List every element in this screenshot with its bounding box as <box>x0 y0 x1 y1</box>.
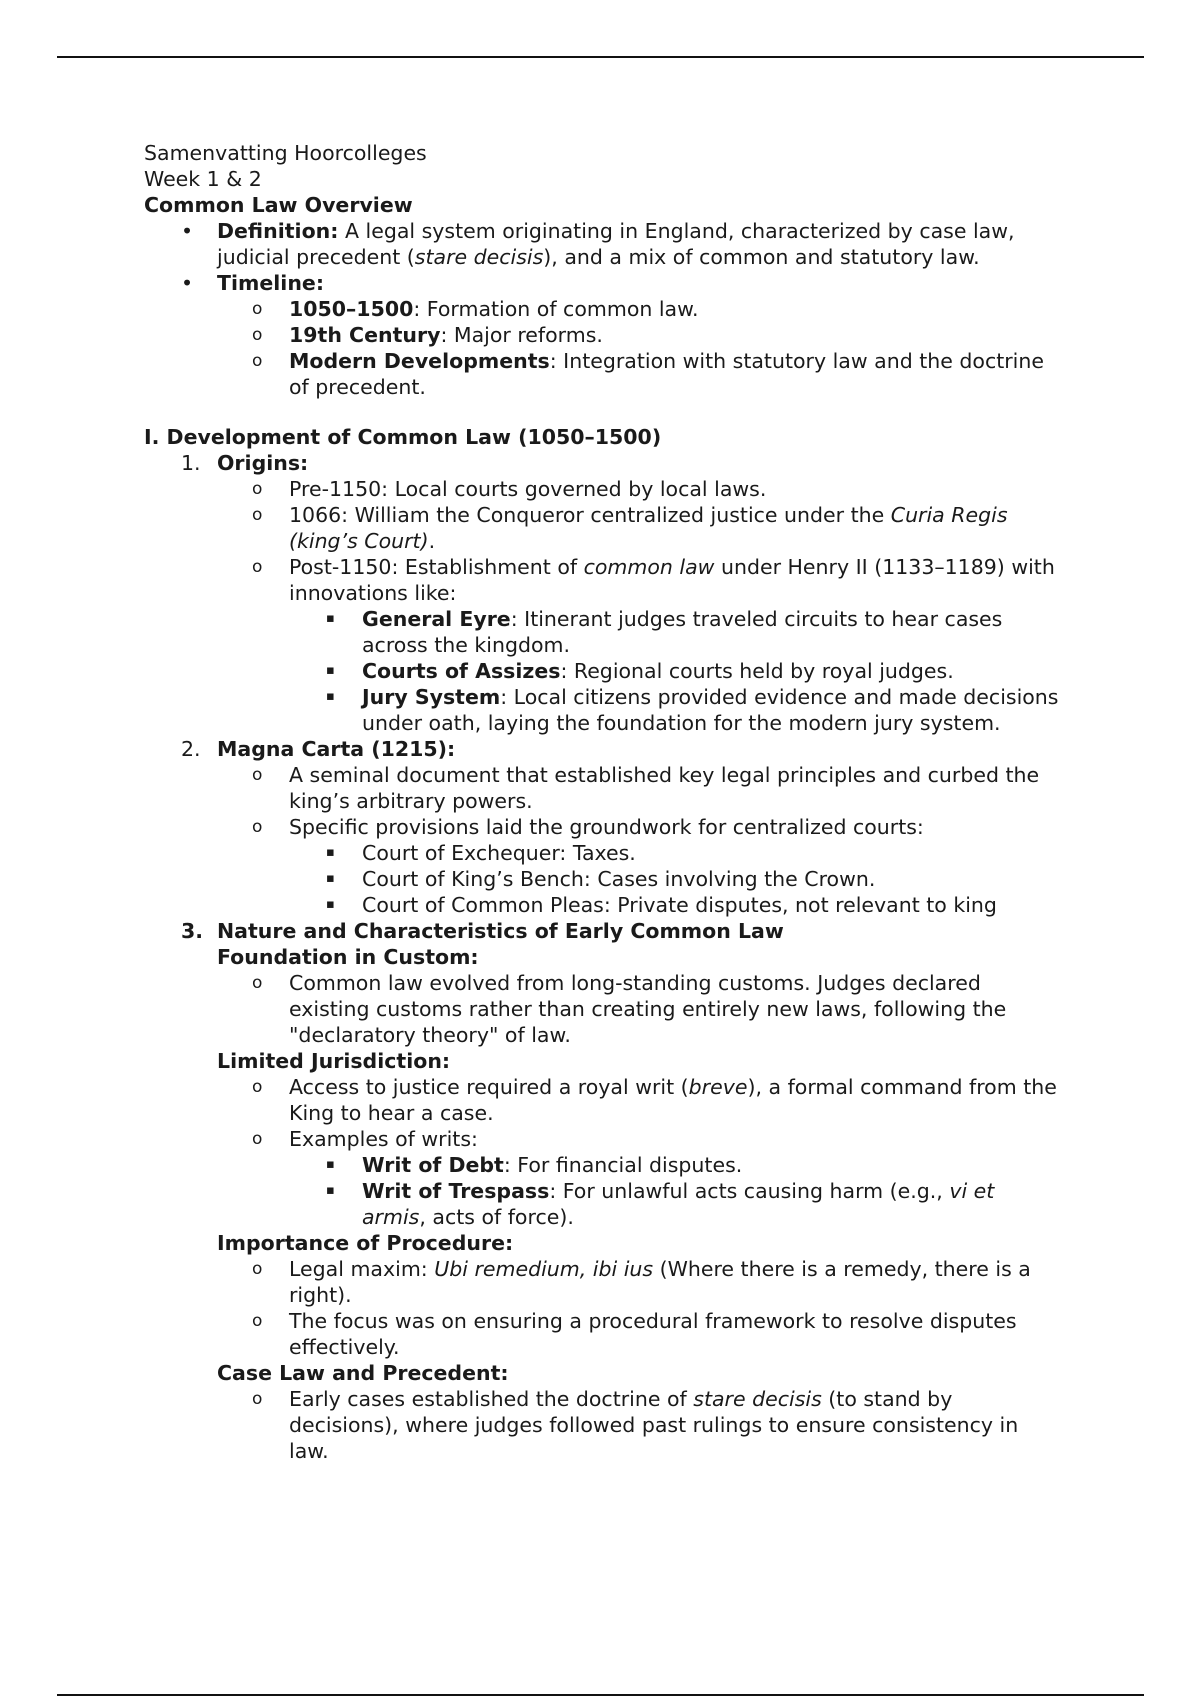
square-marker: ▪ <box>326 1183 335 1198</box>
origins-entry <box>252 502 1064 554</box>
square-marker: ▪ <box>326 897 335 912</box>
innovation-entry <box>326 658 1064 684</box>
timeline-period: 19th Century <box>289 323 441 347</box>
innovation-name: Courts of Assizes <box>362 659 561 683</box>
case-law-subheading: Case Law and Precedent: <box>217 1361 509 1385</box>
nature-item <box>181 918 1064 944</box>
case-law-text: Early cases established the doctrine of <box>289 1387 694 1411</box>
writ-desc: : For unlawful acts causing harm (e.g., <box>549 1179 950 1203</box>
timeline-desc: : Integration with statutory law and the doctrine of precedent. <box>289 349 1044 399</box>
circle-marker: o <box>252 765 263 785</box>
circle-marker: o <box>252 1259 263 1279</box>
circle-marker: o <box>252 817 263 837</box>
timeline-item <box>181 270 1064 296</box>
circle-marker: o <box>252 299 263 319</box>
court-entry <box>326 840 1064 866</box>
jurisdiction-text-end: ), a formal command from the King to hear a case. <box>289 1075 1057 1125</box>
jurisdiction-subheading: Limited Jurisdiction: <box>217 1049 451 1073</box>
square-marker: ▪ <box>326 845 335 860</box>
section-heading: I. Development of Common Law (1050–1500) <box>144 425 662 449</box>
magna-label: Magna Carta (1215): <box>217 737 456 761</box>
definition-text-end: ), and a mix of common and statutory law. <box>543 245 980 269</box>
list-number: 3. <box>181 919 204 943</box>
case-law-italic: stare decisis <box>693 1387 822 1411</box>
procedure-italic: Ubi remedium, ibi ius <box>434 1257 654 1281</box>
square-marker: ▪ <box>326 663 335 678</box>
court-text: Court of Common Pleas: Private disputes, not relevant to king <box>362 893 997 917</box>
writ-italic: vi et armis <box>362 1179 995 1229</box>
circle-marker: o <box>252 325 263 345</box>
writs-intro: Examples of writs: <box>289 1127 478 1151</box>
custom-text: Common law evolved from long-standing customs. Judges declared existing customs rather than creating entirely new laws, following the "declaratory theory" of law. <box>289 971 1007 1047</box>
writ-entry <box>326 1178 1064 1230</box>
writs-entry <box>252 1126 1064 1152</box>
court-text: Court of King’s Bench: Cases involving the Crown. <box>362 867 876 891</box>
square-marker: ▪ <box>326 611 335 626</box>
origins-item <box>181 450 1064 476</box>
origins-label: Origins: <box>217 451 309 475</box>
doc-title: Samenvatting Hoorcolleges <box>144 141 427 165</box>
procedure-entry <box>252 1308 1064 1360</box>
writ-entry <box>326 1152 1064 1178</box>
origins-italic: Curia Regis (king’s Court) <box>289 503 1008 553</box>
procedure-text-end: (Where there is a remedy, there is a right). <box>289 1257 1031 1307</box>
court-entry <box>326 866 1064 892</box>
list-number: 2. <box>181 737 201 761</box>
circle-marker: o <box>252 505 263 525</box>
definition-item <box>181 218 1064 270</box>
magna-text: Specific provisions laid the groundwork for centralized courts: <box>289 815 924 839</box>
timeline-entry <box>252 322 1064 348</box>
court-entry <box>326 892 1064 918</box>
square-marker: ▪ <box>326 1157 335 1172</box>
bullet-marker: • <box>181 219 194 243</box>
procedure-subheading: Importance of Procedure: <box>217 1231 514 1255</box>
timeline-label: Timeline: <box>217 271 325 295</box>
bullet-marker: • <box>181 271 194 295</box>
nature-label: Nature and Characteristics of Early Common Law <box>217 919 784 943</box>
magna-text: A seminal document that established key legal principles and curbed the king’s arbitrary powers. <box>289 763 1040 813</box>
timeline-desc: : Major reforms. <box>440 323 603 347</box>
footer-rule <box>57 1694 1144 1696</box>
timeline-desc: : Formation of common law. <box>413 297 699 321</box>
writ-name: Writ of Trespass <box>362 1179 550 1203</box>
case-law-entry <box>252 1386 1064 1464</box>
magna-entry <box>252 814 1064 840</box>
origins-text-end: . <box>428 529 436 553</box>
procedure-text: Legal maxim: <box>289 1257 435 1281</box>
week-label: Week 1 & 2 <box>144 167 262 191</box>
jurisdiction-text: Access to justice required a royal writ ( <box>289 1075 689 1099</box>
list-number: 1. <box>181 451 201 475</box>
innovation-desc: : Itinerant judges traveled circuits to hear cases across the kingdom. <box>362 607 1003 657</box>
circle-marker: o <box>252 973 263 993</box>
definition-label: Definition: <box>217 219 339 243</box>
jurisdiction-italic: breve <box>688 1075 748 1099</box>
overview-heading: Common Law Overview <box>144 193 413 217</box>
innovation-entry <box>326 684 1064 736</box>
circle-marker: o <box>252 1311 263 1331</box>
square-marker: ▪ <box>326 689 335 704</box>
timeline-entry <box>252 296 1064 322</box>
circle-marker: o <box>252 1077 263 1097</box>
magna-entry <box>252 762 1064 814</box>
origins-entry <box>252 476 1064 502</box>
document-body <box>144 140 1064 1464</box>
writ-desc: : For financial disputes. <box>503 1153 743 1177</box>
origins-text: 1066: William the Conqueror centralized justice under the <box>289 503 891 527</box>
circle-marker: o <box>252 479 263 499</box>
circle-marker: o <box>252 1389 263 1409</box>
origins-text-end: under Henry II (1133–1189) with innovations like: <box>289 555 1055 605</box>
circle-marker: o <box>252 1129 263 1149</box>
circle-marker: o <box>252 557 263 577</box>
case-law-text-end: (to stand by decisions), where judges followed past rulings to ensure consistency in law. <box>289 1387 1019 1463</box>
origins-italic: common law <box>583 555 715 579</box>
innovation-entry <box>326 606 1064 658</box>
magna-item <box>181 736 1064 762</box>
writ-desc-end: , acts of force). <box>419 1205 574 1229</box>
square-marker: ▪ <box>326 871 335 886</box>
definition-text: A legal system originating in England, characterized by case law, judicial precedent ( <box>217 219 1015 269</box>
writ-name: Writ of Debt <box>362 1153 504 1177</box>
jurisdiction-entry <box>252 1074 1064 1126</box>
timeline-period: 1050–1500 <box>289 297 414 321</box>
timeline-entry <box>252 348 1064 400</box>
custom-entry <box>252 970 1064 1048</box>
procedure-text: The focus was on ensuring a procedural framework to resolve disputes effectively. <box>289 1309 1017 1359</box>
court-text: Court of Exchequer: Taxes. <box>362 841 636 865</box>
header-rule <box>57 56 1144 58</box>
procedure-entry <box>252 1256 1064 1308</box>
origins-text: Post-1150: Establishment of <box>289 555 584 579</box>
definition-italic: stare decisis <box>414 245 544 269</box>
origins-text: Pre-1150: Local courts governed by local laws. <box>289 477 767 501</box>
innovation-name: Jury System <box>362 685 501 709</box>
innovation-desc: : Regional courts held by royal judges. <box>560 659 954 683</box>
origins-entry <box>252 554 1064 606</box>
innovation-desc: : Local citizens provided evidence and made decisions under oath, laying the foundation for the modern jury system. <box>362 685 1059 735</box>
timeline-period: Modern Developments <box>289 349 550 373</box>
custom-subheading: Foundation in Custom: <box>217 945 479 969</box>
innovation-name: General Eyre <box>362 607 511 631</box>
circle-marker: o <box>252 351 263 371</box>
